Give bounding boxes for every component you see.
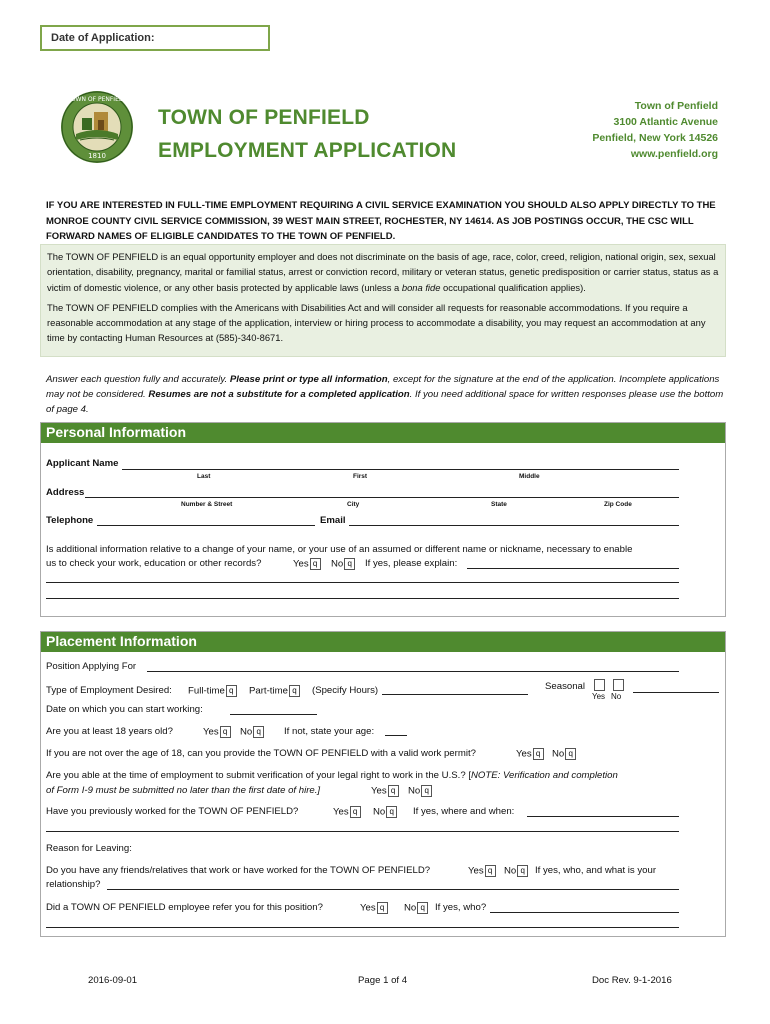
full-time-checkbox[interactable]: q	[226, 685, 237, 697]
position-field[interactable]	[147, 671, 679, 672]
no-checkbox[interactable]: q	[344, 558, 355, 570]
permit-yes[interactable]: Yes q	[516, 748, 544, 760]
city-caption: City	[347, 501, 360, 508]
where-when-line-2[interactable]	[46, 831, 679, 832]
date-of-application-label: Date of Application:	[51, 32, 155, 44]
relationship-field[interactable]	[107, 889, 679, 890]
last-caption: Last	[197, 473, 211, 480]
seasonal-field[interactable]	[633, 692, 719, 693]
address-line3: Penfield, New York 14526	[592, 132, 718, 144]
seal-top-text: TOWN OF PENFIELD	[67, 96, 127, 103]
worked-yes-checkbox[interactable]: q	[350, 806, 361, 818]
relationship-label: relationship?	[46, 879, 101, 890]
referrer-field[interactable]	[490, 912, 679, 913]
civil-service-notice: IF YOU ARE INTERESTED IN FULL-TIME EMPLOYMENT REQUIRING A CIVIL SERVICE EXAMINATION YOU SHOULD ALSO APPLY DIRECTLY TO THE MONROE COUNTY CIVIL SERVICE COMMISSION, 39 WEST MAIN STREET, ROCHESTER, NY 14614. AS JOB POSTINGS OCCUR, THE CSC WILL FORWARD NAMES OF ELIGIBLE CANDIDATES TO THE TOWN OF PENFIELD.	[46, 200, 716, 242]
personal-information-section	[40, 422, 726, 617]
explain-line-2[interactable]	[46, 582, 679, 583]
seasonal-no-label: No	[611, 692, 622, 701]
footer-page-number: Page 1 of 4	[358, 975, 408, 986]
part-time-checkbox[interactable]: q	[289, 685, 300, 697]
address-field[interactable]	[85, 497, 679, 498]
first-caption: First	[353, 473, 368, 480]
permit-yes-checkbox[interactable]: q	[533, 748, 544, 760]
telephone-label: Telephone	[46, 515, 94, 526]
legal-yes-checkbox[interactable]: q	[388, 785, 399, 797]
position-label: Position Applying For	[46, 661, 137, 672]
friends-no[interactable]: No q	[504, 865, 528, 877]
hours-field[interactable]	[382, 694, 528, 695]
middle-caption: Middle	[519, 473, 540, 480]
seasonal-label: Seasonal	[545, 681, 586, 692]
ada-paragraph: The TOWN OF PENFIELD complies with the Americans with Disabilities Act and will consider all requests for reasonable accommodations. If you require a reasonable accommodation at any stage of the application, interview or hiring process to accommodate a disability, you may request an accommodation at any time by contacting Human Resources at (585)-340-8671.	[47, 301, 706, 344]
address-line2: 3100 Atlantic Avenue	[613, 116, 718, 128]
worked-no[interactable]: No q	[373, 806, 397, 818]
address-label: Address	[46, 487, 85, 498]
applicant-name-field[interactable]	[122, 469, 679, 470]
if-not-age-label: If not, state your age:	[284, 726, 375, 737]
friends-if-label: If yes, who, and what is your	[535, 865, 657, 876]
legal-right-question: Are you able at the time of employment to submit verification of your legal right to work in the U.S.? [NOTE: Verification and completion	[46, 770, 618, 781]
referral-yes[interactable]: Yes q	[360, 902, 388, 914]
reason-leaving-label: Reason for Leaving:	[46, 843, 132, 854]
age-yes-checkbox[interactable]: q	[220, 726, 231, 738]
explain-field[interactable]	[467, 568, 679, 569]
placement-information-heading: Placement Information	[41, 632, 725, 652]
seasonal-no-checkbox[interactable]	[613, 679, 624, 691]
eeo-notice-box	[40, 244, 726, 357]
seasonal-yes-checkbox[interactable]	[594, 679, 605, 691]
personal-information-heading: Personal Information	[41, 423, 725, 443]
start-date-field[interactable]	[230, 714, 317, 715]
seal-year: 1810	[88, 152, 106, 160]
specify-hours-label: (Specify Hours)	[312, 685, 379, 696]
employment-type-label: Type of Employment Desired:	[46, 685, 172, 696]
additional-info-no[interactable]: No q	[331, 558, 355, 570]
telephone-field[interactable]	[97, 525, 315, 526]
legal-yes[interactable]: Yes q	[371, 785, 399, 797]
applicant-name-label: Applicant Name	[46, 458, 119, 469]
footer-doc-revision: Doc Rev. 9-1-2016	[592, 975, 672, 986]
legal-no[interactable]: No q	[408, 785, 432, 797]
date-of-application-field[interactable]	[40, 25, 270, 51]
friends-question: Do you have any friends/relatives that work or have worked for the TOWN OF PENFIELD?	[46, 865, 431, 876]
referral-no-checkbox[interactable]: q	[417, 902, 428, 914]
worked-yes[interactable]: Yes q	[333, 806, 361, 818]
work-permit-question: If you are not over the age of 18, can you provide the TOWN OF PENFIELD with a valid work permit?	[46, 748, 476, 759]
zip-caption: Zip Code	[604, 501, 632, 508]
where-when-field[interactable]	[527, 816, 679, 817]
friends-yes[interactable]: Yes q	[468, 865, 496, 877]
eeo-paragraph: The TOWN OF PENFIELD is an equal opportunity employer and does not discriminate on the basis of age, race, color, creed, religion, national origin, sex, sexual orientation, disability, pregnancy, marital or familial status, arrest or conviction record, military or veteran status, genetic predisposition or carrier status, status as a victim of domestic violence, or any other basis protected by applicable laws (unless a bona fide occupational qualification applies).	[47, 251, 719, 293]
referral-no[interactable]: No q	[404, 902, 428, 914]
age-field[interactable]	[385, 735, 407, 736]
email-field[interactable]	[349, 525, 679, 526]
worked-before-question: Have you previously worked for the TOWN OF PENFIELD?	[46, 806, 299, 817]
part-time-option[interactable]: Part-time q	[249, 685, 300, 697]
yes-checkbox[interactable]: q	[310, 558, 321, 570]
full-time-option[interactable]: Full-time q	[188, 685, 237, 697]
worked-no-checkbox[interactable]: q	[386, 806, 397, 818]
number-street-caption: Number & Street	[181, 501, 233, 508]
permit-no-checkbox[interactable]: q	[565, 748, 576, 760]
address-line1: Town of Penfield	[634, 100, 718, 112]
referrer-line-2[interactable]	[46, 927, 679, 928]
instructions: Answer each question fully and accurately. Please print or type all information, except for the signature at the end of the application. Incomplete applications may not be considered. Resumes are not a substitute for a completed application. If you need additional space for written responses please use the bottom of page 4.	[46, 374, 724, 415]
start-date-label: Date on which you can start working:	[46, 704, 203, 715]
explain-line-3[interactable]	[46, 598, 679, 599]
age-no-checkbox[interactable]: q	[253, 726, 264, 738]
age-yes[interactable]: Yes q	[203, 726, 231, 738]
footer-date: 2016-09-01	[88, 975, 138, 986]
permit-no[interactable]: No q	[552, 748, 576, 760]
state-caption: State	[491, 501, 507, 508]
additional-info-question-cont: us to check your work, education or other records?	[46, 558, 262, 569]
i9-note: of Form I-9 must be submitted no later than the first date of hire.]	[46, 785, 321, 796]
email-label: Email	[320, 515, 346, 526]
form-title-line1: TOWN OF PENFIELD	[158, 106, 370, 129]
referral-yes-checkbox[interactable]: q	[377, 902, 388, 914]
if-yes-who-label: If yes, who?	[435, 902, 487, 913]
friends-yes-checkbox[interactable]: q	[485, 865, 496, 877]
form-title-line2: EMPLOYMENT APPLICATION	[158, 139, 457, 162]
additional-info-question: Is additional information relative to a change of your name, or your use of an assumed or different name or nickname, necessary to enable	[46, 544, 633, 555]
placement-information-section	[40, 631, 726, 937]
additional-info-yes[interactable]: Yes q	[293, 558, 321, 570]
age-no[interactable]: No q	[240, 726, 264, 738]
legal-no-checkbox[interactable]: q	[421, 785, 432, 797]
if-yes-explain-label: If yes, please explain:	[365, 558, 458, 569]
seasonal-yes-label: Yes	[592, 692, 606, 701]
friends-no-checkbox[interactable]: q	[517, 865, 528, 877]
referral-question: Did a TOWN OF PENFIELD employee refer you for this position?	[46, 902, 323, 913]
town-seal-logo	[60, 90, 134, 164]
if-yes-where-label: If yes, where and when:	[413, 806, 515, 817]
age-question: Are you at least 18 years old?	[46, 726, 173, 737]
address-website: www.penfield.org	[630, 148, 718, 160]
town-address	[592, 98, 718, 162]
